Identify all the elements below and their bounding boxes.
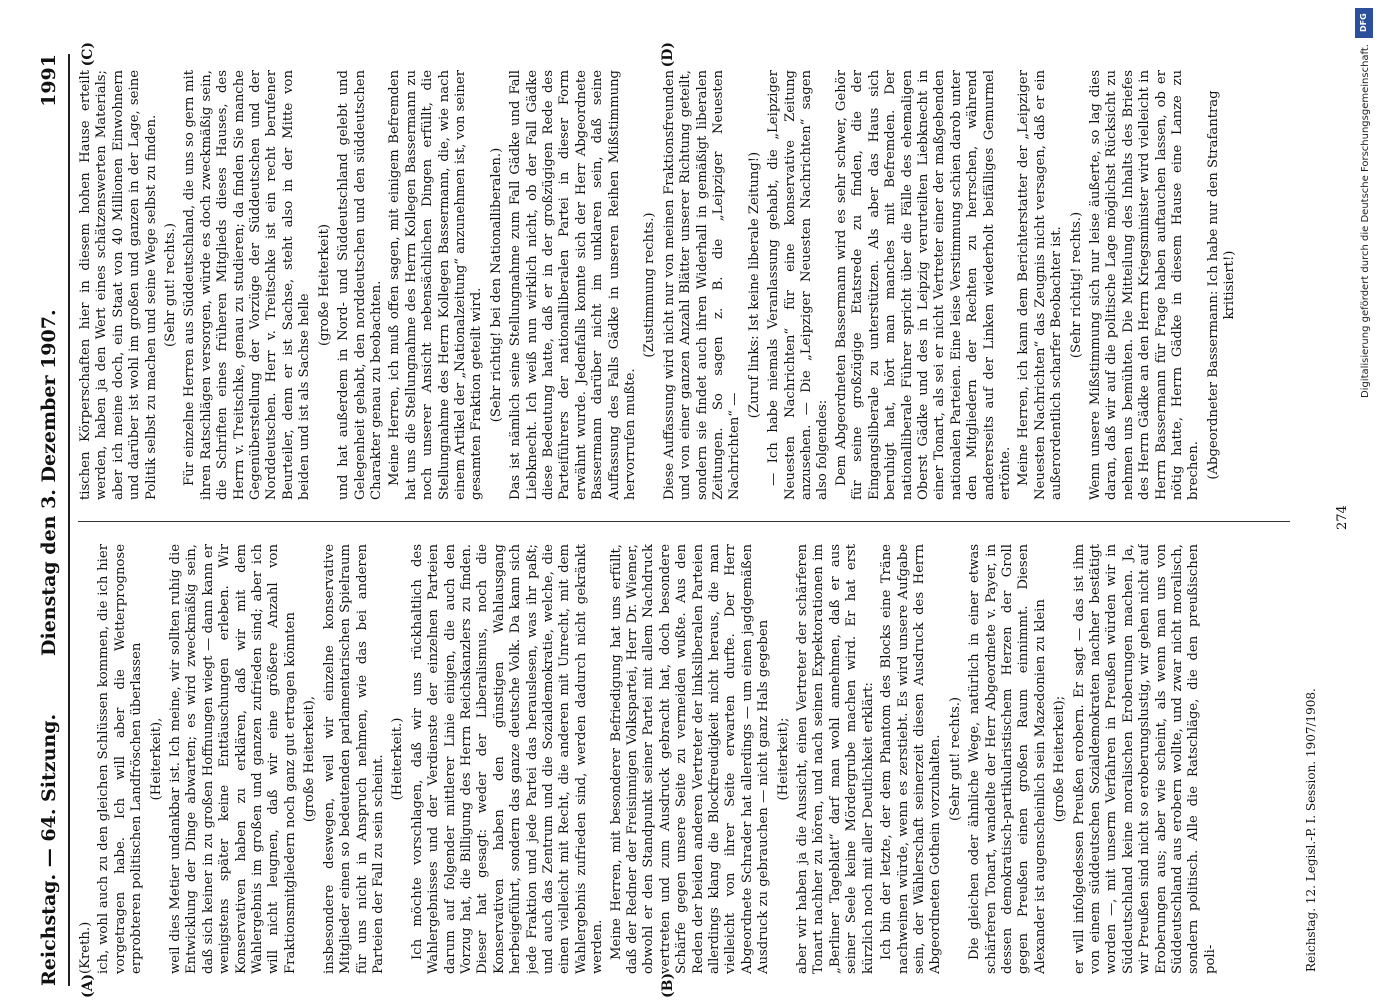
paragraph: ich, wohl auch zu den gleichen Schlüssen kommen, die ich hier vorgetragen habe. Ich will aber die Wetterprognose erprobteren politischen Landfröschen überlassen xyxy=(96,544,145,974)
paragraph: (große Heiterkeit) xyxy=(316,223,332,347)
paragraph: (Zustimmung rechts.) xyxy=(642,212,658,358)
page-header xyxy=(28,54,70,986)
paragraph: (Zuruf links: Ist keine liberale Zeitung!) xyxy=(746,151,762,419)
digitization-sidebar xyxy=(1351,0,1379,1000)
footer-page-number: 274 xyxy=(1335,505,1350,530)
paragraph: (Sehr gut! rechts.) xyxy=(947,696,963,822)
paragraph: (Kreth.) xyxy=(78,921,93,974)
header-page-number: 1991 xyxy=(38,54,60,107)
paragraph: (große Heiterkeit); xyxy=(1052,695,1068,823)
margin-mark-c: (C) xyxy=(80,42,96,67)
paragraph: (Sehr gut! rechts.) xyxy=(163,222,179,348)
paragraph: Wenn unsere Mißstimmung sich nur leise äußerte, so lag dies daran, daß wir auf die politische Lage möglichst Rücksicht zu nehmen uns bemühten. Die Mitteilung des Inhalts des Briefes des Herrn Gädke an den Herrn Kriegsminister wird vielleicht in Herrn Bassermann für Frage haben auftauchen lassen, ob er nötig hatte, Herrn Gädke in diesem Hause eine Lanze zu brechen. xyxy=(1087,70,1202,500)
paragraph: Dem Abgeordneten Bassermann wird es sehr schwer, Gehör für seine großzügige Etatsrede zu finden, die der Eingangsliberale zu unterstützen. Als aber das Haus sich beruhigt hat, hört man manches mit Befremden. Der nationalliberale Führer spricht über die Fälle des ehemaligen Oberst Gädke und des in Leipzig verurteilten Liebknecht in einer Tonart, als sei er nicht Vertreter einer der maßgebenden nationalen Parteien. Eine leise Verstimmung schien darob unter den Mitgliedern der Rechten zu herrschen, während andererseits auf der Linken wiederholt beifälliges Gemurmel ertönte. xyxy=(833,70,1013,500)
margin-mark-a: (A) xyxy=(80,973,96,998)
footer-reference: Reichstag. 12. Legisl.-P. I. Session. 1907/1908. xyxy=(1304,688,1318,972)
header-date: Dienstag den 3. Dezember 1907. xyxy=(38,309,60,656)
margin-mark-d: (D) xyxy=(660,42,676,68)
paragraph: (Sehr richtig! rechts.) xyxy=(1068,211,1084,359)
paragraph: Ich möchte vorschlagen, daß wir uns rückhaltlich des Wahlergebnisses und der Verdienste der einzelnen Parteien darum auf folgender mittlerer Linie einigen, die auch den Vorzug hat, die Billigung des Herrn Reichskanzlers zu finden. Dieser hat gesagt: weder der Liberalismus, noch die Konservativen haben den günstigen Wahlausgang herbeigeführt, sondern das ganze deutsche Volk. Da kann sich jede Fraktion und jede Partei das herauslesen, was ihr paßt; und auch das Zentrum und die Sozialdemokratie, welche, die einen vielleicht mit Recht, die anderen mit Unrecht, mit dem Wahlergebnis zufrieden sind, werden dadurch nicht gekränkt werden. xyxy=(409,544,606,974)
rotated-page xyxy=(20,40,1360,1000)
paragraph: (große Heiterkeit), xyxy=(302,695,318,823)
paragraph: und hat außerdem in Nord- und Süddeutschland gelebt und Gelegenheit gehabt, den norddeutschen und den süddeutschen Charakter genau zu beobachten. xyxy=(336,70,384,500)
digitization-credit: Digitalisierung gefördert durch die Deutsche Forschungsgemeinschaft. xyxy=(1360,44,1371,399)
paragraph: weil dies Metier undankbar ist. Ich meine, wir sollten ruhig die Entwicklung der Dinge abwarten; es wird zweckmäßig sein, daß sich keiner in zu großen Hoffnungen wiegt — dann kann er wenigstens später keine Enttäuschungen erleben. Wir Konservativen haben zu erklären, daß wir mit dem Wahlergebnis im großen und ganzen zufrieden sind; aber ich will nicht leugnen, daß wir eine größere Anzahl von Fraktionsmitgliedern noch ganz gut ertragen könnten xyxy=(168,544,298,974)
paragraph: Diese Auffassung wird nicht nur von meinen Fraktionsfreunden und von einer ganzen Anzahl Blätter unserer Richtung geteilt, sondern sie findet auch ihren Widerhall in gemäßigt liberalen Zeitungen. So sagen z. B. die „Leipziger Neuesten Nachrichten“ — xyxy=(661,70,743,500)
paragraph: er will infolgedessen Preußen erobern. Er sagt — das ist ihm von einem süddeutschen Sozialdemokraten nachher bestätigt worden —, mit unserm Verfahren in Preußen würden wir in Süddeutschland keine moralischen Eroberungen machen. Ja, wir Preußen sind nicht so eroberungslustig, wir gehen nicht auf Eroberungen aus; aber wie scheint, als wenn man uns von Süddeutschland aus erobern wollte, und zwar nicht moralisch, sondern politisch. Alle die Ratschläge, die den preußischen poli- xyxy=(1071,544,1218,974)
paragraph: Meine Herren, mit besonderer Befriedigung hat uns erfüllt, daß der Redner der Freisinnigen Volkspartei, Herr Dr. Wiemer, obwohl er den Standpunkt seiner Partei mit allem Nachdruck vertreten und zum Ausdruck gebracht hat, doch besondere Schärfe gegen unsere Seite zu vermeiden wußte. Aus den Reden der beiden anderen Vertreter der linksliberalen Parteien allerdings klang die Blockfreudigkeit nicht heraus, die man vielleicht von ihrer Seite erwarten durfte. Der Herr Abgeordnete Schrader hat allerdings — um einen jagdgemäßen Ausdruck zu gebrauchen — nicht ganz Hals gegeben xyxy=(608,544,772,974)
paragraph: Das ist nämlich seine Stellungnahme zum Fall Gädke und Fall Liebknecht. Ich weiß nun wirklich nicht, ob der Fall Gädke diese Bedeutung hatte, daß er in der großzügigen Rede des Parteiführers der nationalliberalen Partei in dieser Form erwähnt wurde. Jedenfalls konnte sich der Herr Abgeordnete Bassermann darüber nicht im unklaren sein, daß seine Auffassung des Falls Gädke in unseren Reihen Mißstimmung hervorrufen mußte. xyxy=(508,70,638,500)
paragraph: (Heiterkeit.) xyxy=(390,717,406,801)
paragraph: Für einzelne Herren aus Süddeutschland, die uns so gern mit ihren Ratschlägen versorgen, würde es doch zweckmäßig sein, die Schriften eines früheren Mitglieds dieses Hauses, des Herrn v. Treitschke, genau zu studieren; da finden Sie manche Gegenüberstellung der Vorzüge der Süddeutschen und der Norddeutschen. Herr v. Treitschke ist ein recht berufener Beurteiler, denn er ist Sachse, steht also in der Mitte von beiden und ist als Sachse helle xyxy=(182,70,313,500)
paragraph: — Ich habe niemals Veranlassung gehabt, die „Leipziger Neuesten Nachrichten“ für eine konservative Zeitung anzusehen. — Die „Leipziger Neuesten Nachrichten“ sagen also folgendes: xyxy=(766,70,831,500)
paragraph: Meine Herren, ich muß offen sagen, mit einigem Befremden hat uns die Stellungnahme des Herrn Kollegen Bassermann zu noch unserer Ansicht nebensächlichen Dingen erfüllt, die Stellungnahme des Herrn Kollegen Bassermann, die, wie nach einem Artikel der „Nationalzeitung“ anzunehmen ist, von seiner gesamten Fraktion geteilt wird. xyxy=(387,70,485,500)
paragraph: insbesondere deswegen, weil wir einzelne konservative Mitglieder einen so bedeutenden parlamentarischen Spielraum für uns nicht in Anspruch nehmen, wie das bei anderen Parteien der Fall zu sein scheint. xyxy=(321,544,386,974)
dfg-logo-icon: DFG xyxy=(1355,8,1373,38)
paragraph: aber wir haben ja die Aussicht, einen Vertreter der schärferen Tonart nachher zu hören, und nach seinen Expektorationen im „Berliner Tageblatt“ darf man wohl annehmen, daß er aus seiner Seele keine Mördergrube machen wird. Er hat erst kürzlich noch mit aller Deutlichkeit erklärt: xyxy=(795,544,876,974)
margin-mark-b: (B) xyxy=(660,972,676,998)
paragraph: (Heiterkeit), xyxy=(148,717,164,801)
right-text-column xyxy=(78,70,1290,500)
paragraph: (Heiterkeit); xyxy=(775,717,791,801)
paragraph: (Sehr richtig! bei den Nationalliberalen.) xyxy=(488,147,504,423)
paragraph: Meine Herren, ich kann dem Berichterstatter der „Leipziger Neuesten Nachrichten“ das Zeugnis nicht versagen, daß er ein außerordentlich scharfer Beobachter ist. xyxy=(1016,70,1065,500)
left-text-column xyxy=(78,544,1290,974)
column-divider xyxy=(78,521,1290,522)
paragraph: (Abgeordneter Bassermann: Ich habe nur den Strafantrag kritisiert!) xyxy=(1205,90,1238,480)
paragraph: Ich bin der letzte, der dem Phantom des Blocks eine Träne nachweinen würde, wenn es zerstiebt. Es wird unsere Aufgabe sein, der Wählerschaft seinerzeit diesen Ausdruck des Herrn Abgeordneten Gothein vorzuhalten. xyxy=(879,544,944,974)
header-session: Reichstag. — 64. Sitzung. xyxy=(38,713,60,986)
paragraph: Die gleichen oder ähnliche Wege, natürlich in einer etwas schärferen Tonart, wandelte der Herr Abgeordnete v. Payer, in dessen demokratisch-partikularistischem Herzen der Groll gegen Preußen einen großen Raum einnimmt. Diesen Alexander ist augenscheinlich sein Mazedonien zu klein xyxy=(967,544,1048,974)
paragraph: tischen Körperschaften hier in diesem hohen Hause erteilt werden, haben ja den Wert eines schätzenswerten Materials; aber ich meine doch, ein Staat von 40 Millionen Einwohnern und darüber ist wohl im großen und ganzen in der Lage, seine Politik selbst zu machen und seine Wege selbst zu finden. xyxy=(78,70,159,500)
